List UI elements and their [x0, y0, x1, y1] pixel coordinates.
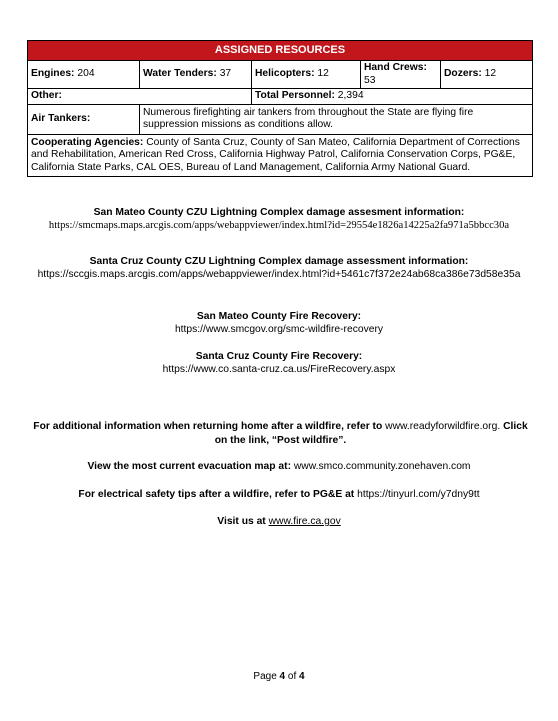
- page-total: 4: [299, 671, 305, 682]
- ready-pre-text: For additional information when returning home after a wildfire, refer to: [33, 421, 383, 432]
- cooperating-agencies-label: Cooperating Agencies:: [31, 136, 144, 148]
- ready-post-text: Click on the link, “Post wildfire”.: [214, 421, 528, 446]
- visit-line: [0, 516, 558, 527]
- hand-crews-label: Hand Crews:: [364, 62, 427, 73]
- scc-damage-title: Santa Cruz County CZU Lightning Complex damage assessment information:: [89, 256, 469, 267]
- page-word: Page: [253, 671, 277, 682]
- hand-crews-cell: [361, 61, 441, 89]
- other-cell: [28, 89, 252, 105]
- cooperating-agencies-text: County of Santa Cruz, County of San Mateo, California Department of Corrections and Rehabilitation, American Red Cross, California Highway Patrol, California Conservation Corps, PG&E, California State Parks, CAL OES, Bureau of Land Management, California Army National Guard.: [31, 136, 520, 173]
- helicopters-value: 12: [317, 68, 329, 80]
- engines-label: Engines:: [31, 68, 75, 80]
- engines-value: 204: [77, 68, 95, 80]
- total-personnel-value: 2,394: [337, 90, 364, 101]
- water-tenders-label: Water Tenders:: [143, 68, 217, 80]
- helicopters-label: Helicopters:: [255, 68, 315, 80]
- assigned-resources-table: [27, 40, 533, 177]
- post-wildfire-paragraph: [28, 420, 533, 448]
- of-word: of: [287, 671, 297, 682]
- evacuation-line: [0, 461, 558, 472]
- smc-damage-link[interactable]: https://smcmaps.maps.arcgis.com/apps/webappviewer/index.html?id=29554e1826a14225a2fa971a5bbcc30a: [48, 220, 510, 231]
- page-number: 4: [279, 671, 286, 682]
- evacuation-pre-text: View the most current evacuation map at:: [87, 461, 291, 472]
- scc-damage-link[interactable]: https://sccgis.maps.arcgis.com/apps/webappviewer/index.html?id+5461c7f372e24ab68ca386e73d58e35a: [37, 269, 521, 280]
- air-tankers-label-cell: [28, 104, 140, 134]
- air-tankers-text: Numerous firefighting air tankers from throughout the State are flying fire suppression missions as conditions allow.: [140, 104, 533, 134]
- engines-cell: [28, 61, 140, 89]
- electrical-line: [0, 489, 558, 500]
- dozers-value: 12: [484, 68, 497, 80]
- water-tenders-value: 37: [219, 68, 232, 80]
- assigned-resources-header: ASSIGNED RESOURCES: [28, 41, 533, 61]
- evacuation-link[interactable]: www.smco.community.zonehaven.com: [293, 461, 471, 472]
- total-personnel-label: Total Personnel:: [255, 90, 335, 101]
- total-personnel-cell: [252, 89, 533, 105]
- dozers-label: Dozers:: [444, 68, 482, 80]
- page-footer: [0, 671, 558, 682]
- water-tenders-cell: [140, 61, 252, 89]
- cooperating-agencies-cell: [28, 134, 533, 177]
- visit-pre-text: Visit us at: [217, 516, 266, 527]
- helicopters-cell: [252, 61, 361, 89]
- other-label: Other:: [31, 90, 62, 101]
- electrical-link[interactable]: https://tinyurl.com/y7dny9tt: [357, 489, 480, 500]
- scc-recovery-link[interactable]: https://www.co.santa-cruz.ca.us/FireRecovery.aspx: [162, 364, 396, 375]
- visit-link[interactable]: www.fire.ca.gov: [268, 516, 341, 527]
- smc-recovery-link[interactable]: https://www.smcgov.org/smc-wildfire-recovery: [174, 324, 384, 335]
- smc-damage-title: San Mateo County CZU Lightning Complex damage assesment information:: [93, 207, 465, 218]
- electrical-pre-text: For electrical safety tips after a wildfire, refer to PG&E at: [78, 489, 355, 500]
- hand-crews-value: 53: [364, 74, 376, 86]
- dozers-cell: [441, 61, 533, 89]
- scc-recovery-title: Santa Cruz County Fire Recovery:: [195, 351, 363, 362]
- ready-link[interactable]: www.readyforwildfire.org.: [385, 421, 501, 432]
- air-tankers-label: Air Tankers:: [31, 112, 91, 124]
- smc-recovery-title: San Mateo County Fire Recovery:: [196, 311, 362, 322]
